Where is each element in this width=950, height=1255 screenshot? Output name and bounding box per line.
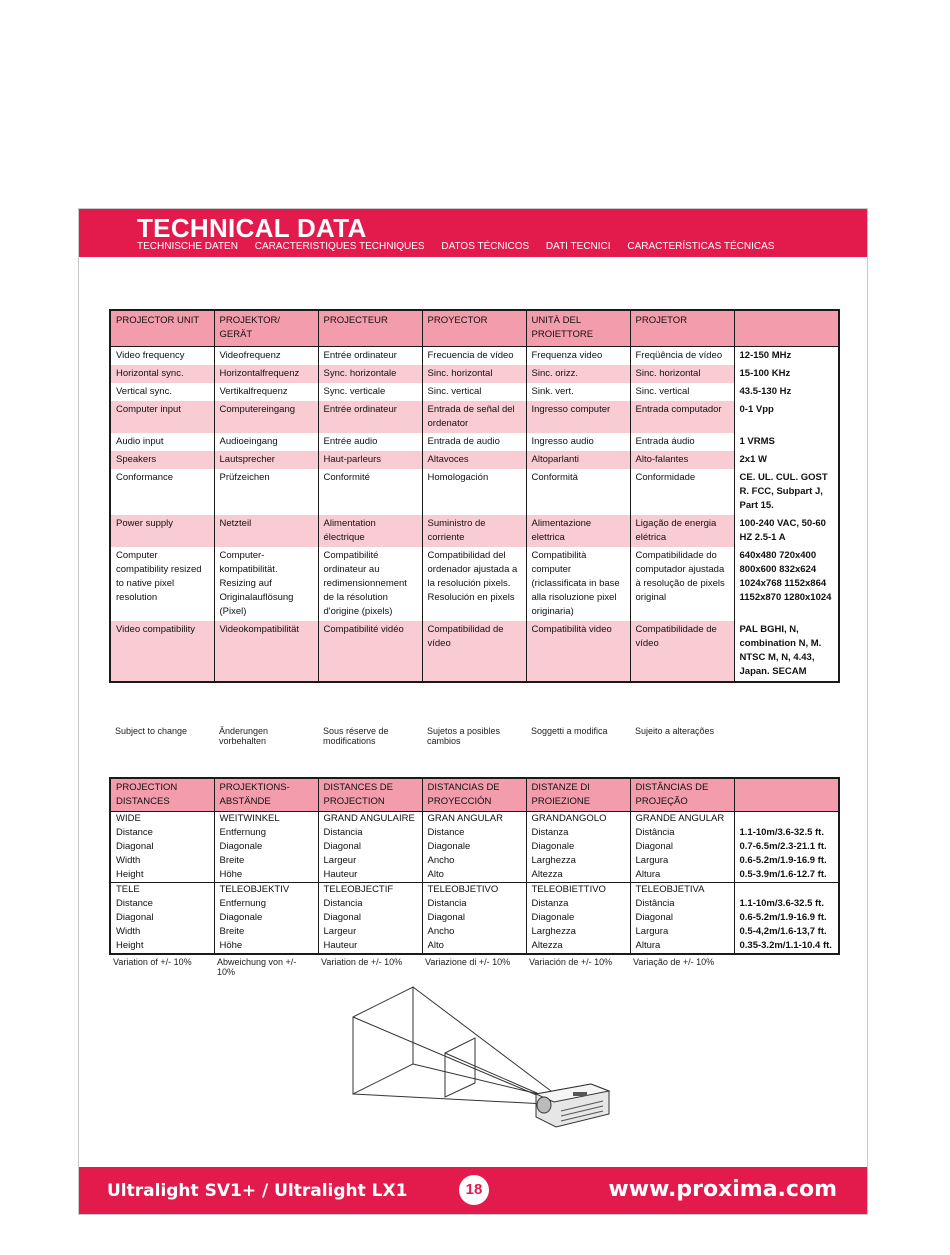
label-cell: Freqüência de vídeo — [630, 347, 734, 366]
note-text: Sujeito a alterações — [635, 726, 715, 736]
value-cell: PAL BGHI, N, combination N, M. NTSC M, N, 4.43, Japan. SECAM — [734, 621, 839, 682]
label-cell: Entrada computador — [630, 401, 734, 433]
note-text: Abweichung von +/- 10% — [217, 957, 297, 977]
label-cell: Altura — [630, 868, 734, 883]
table-row — [110, 621, 839, 682]
label-cell: Diagonal — [110, 840, 214, 854]
table-row — [110, 868, 839, 883]
label-cell: Distância — [630, 826, 734, 840]
screen-tele-outline — [445, 1038, 475, 1097]
document-page — [78, 208, 868, 1215]
label-cell: Power supply — [110, 515, 214, 547]
product-name: Ultralight SV1+ / Ultralight LX1 — [107, 1181, 408, 1201]
label-cell: Larghezza — [526, 925, 630, 939]
table-row — [110, 883, 839, 898]
label-cell: Altoparlanti — [526, 451, 630, 469]
subtitle-de: TECHNISCHE DATEN — [137, 241, 238, 252]
label-cell: Video compatibility — [110, 621, 214, 682]
label-cell: Ingresso audio — [526, 433, 630, 451]
value-cell: 1.1-10m/3.6-32.5 ft. — [734, 897, 839, 911]
page-number: 18 — [459, 1175, 489, 1205]
label-cell: Distanza — [526, 897, 630, 911]
value-cell: 0-1 Vpp — [734, 401, 839, 433]
note-text: Änderungen vorbehalten — [219, 726, 269, 746]
table-row — [110, 854, 839, 868]
label-cell: Sinc. vertical — [630, 383, 734, 401]
label-cell: Video frequency — [110, 347, 214, 366]
label-cell: Höhe — [214, 868, 318, 883]
header-band — [79, 209, 867, 257]
table-row — [110, 826, 839, 840]
footer-band — [79, 1167, 867, 1214]
distance-notes — [109, 957, 838, 977]
label-cell: Netzteil — [214, 515, 318, 547]
value-cell: 0.35-3.2m/1.1-10.4 ft. — [734, 939, 839, 954]
label-cell: Diagonal — [110, 911, 214, 925]
label-cell: Altura — [630, 939, 734, 954]
label-cell: Horizontalfrequenz — [214, 365, 318, 383]
label-cell: Entfernung — [214, 897, 318, 911]
label-cell: Entrée ordinateur — [318, 401, 422, 433]
table-row — [110, 401, 839, 433]
label-cell: Largura — [630, 925, 734, 939]
value-cell — [734, 883, 839, 898]
table-row — [110, 365, 839, 383]
page-title: TECHNICAL DATA — [137, 213, 367, 243]
label-cell: Alto — [422, 868, 526, 883]
spec-header-row — [110, 310, 839, 347]
label-cell: Altezza — [526, 868, 630, 883]
label-cell: Larghezza — [526, 854, 630, 868]
label-cell: Entrada de audio — [422, 433, 526, 451]
table-row — [110, 547, 839, 621]
spec-header-cell: PROJEKTOR/ GERÄT — [214, 310, 318, 347]
label-cell: Compatibilité vidéo — [318, 621, 422, 682]
label-cell: Breite — [214, 925, 318, 939]
table-row — [110, 939, 839, 954]
label-cell: Sinc. horizontal — [422, 365, 526, 383]
table-row — [110, 515, 839, 547]
label-cell: Width — [110, 854, 214, 868]
subtitle-row — [137, 241, 788, 252]
value-cell: 12-150 MHz — [734, 347, 839, 366]
label-cell: Ligação de energia elétrica — [630, 515, 734, 547]
label-cell: Alimentation électrique — [318, 515, 422, 547]
label-cell: Computer input — [110, 401, 214, 433]
note-text: Variazione di +/- 10% — [425, 957, 511, 967]
label-cell: Audio input — [110, 433, 214, 451]
label-cell: Diagonale — [422, 840, 526, 854]
label-cell: Prüfzeichen — [214, 469, 318, 515]
label-cell: Diagonal — [318, 911, 422, 925]
label-cell: Distancia — [318, 826, 422, 840]
label-cell: Diagonale — [526, 911, 630, 925]
note-text: Subject to change — [115, 726, 188, 736]
label-cell: Computereingang — [214, 401, 318, 433]
value-cell: 0.6-5.2m/1.9-16.9 ft. — [734, 911, 839, 925]
distance-header-cell — [734, 778, 839, 812]
label-cell: Hauteur — [318, 939, 422, 954]
label-cell: Entfernung — [214, 826, 318, 840]
label-cell: Hauteur — [318, 868, 422, 883]
label-cell: Alimentazione elettrica — [526, 515, 630, 547]
distance-header-cell: DISTANCIAS DE PROYECCIÓN — [422, 778, 526, 812]
table-row — [110, 469, 839, 515]
label-cell: Sink. vert. — [526, 383, 630, 401]
value-cell — [734, 812, 839, 827]
label-cell: GRAN ANGULAR — [422, 812, 526, 827]
table-row — [110, 840, 839, 854]
label-cell: Distance — [110, 826, 214, 840]
distance-table — [109, 777, 840, 955]
label-cell: Lautsprecher — [214, 451, 318, 469]
value-cell: 1 VRMS — [734, 433, 839, 451]
label-cell: Ancho — [422, 925, 526, 939]
label-cell: Sync. verticale — [318, 383, 422, 401]
label-cell: Diagonal — [318, 840, 422, 854]
label-cell: WEITWINKEL — [214, 812, 318, 827]
subtitle-es: DATOS TÉCNICOS — [441, 241, 530, 252]
value-cell: 0.5-3.9m/1.6-12.7 ft. — [734, 868, 839, 883]
label-cell: Sinc. vertical — [422, 383, 526, 401]
note-text: Variación de +/- 10% — [529, 957, 613, 967]
label-cell: Distancia — [318, 897, 422, 911]
subtitle-fr: CARACTERISTIQUES TECHNIQUES — [254, 241, 425, 252]
label-cell: Computer-kompatibilität. Resizing auf Originalauflösung (Pixel) — [214, 547, 318, 621]
distance-header-cell: PROJECTION DISTANCES — [110, 778, 214, 812]
note-text: Variation of +/- 10% — [113, 957, 192, 967]
spec-table — [109, 309, 840, 683]
label-cell: Distance — [110, 897, 214, 911]
label-cell: Compatibilità computer (riclassificata in base alla risoluzione pixel originaria) — [526, 547, 630, 621]
label-cell: Distance — [422, 826, 526, 840]
label-cell: Conformidade — [630, 469, 734, 515]
label-cell: Sync. horizontale — [318, 365, 422, 383]
label-cell: Homologación — [422, 469, 526, 515]
label-cell: Vertikalfrequenz — [214, 383, 318, 401]
distance-header-cell: PROJEKTIONS-ABSTÄNDE — [214, 778, 318, 812]
label-cell: TELEOBJEKTIV — [214, 883, 318, 898]
distance-header-cell: DISTANCES DE PROJECTION — [318, 778, 422, 812]
label-cell: Distancia — [422, 897, 526, 911]
spec-header-cell: PROJETOR — [630, 310, 734, 347]
label-cell: TELEOBJETIVO — [422, 883, 526, 898]
table-row — [110, 451, 839, 469]
value-cell: 2x1 W — [734, 451, 839, 469]
label-cell: Conformità — [526, 469, 630, 515]
value-cell: 15-100 KHz — [734, 365, 839, 383]
label-cell: Breite — [214, 854, 318, 868]
label-cell: Altavoces — [422, 451, 526, 469]
label-cell: Videofrequenz — [214, 347, 318, 366]
note-text: Sujetos a posibles cambios — [427, 726, 501, 746]
label-cell: Sinc. orizz. — [526, 365, 630, 383]
label-cell: Vertical sync. — [110, 383, 214, 401]
label-cell: Entrée ordinateur — [318, 347, 422, 366]
website-url: www.proxima.com — [608, 1177, 837, 1202]
label-cell: Compatibilité ordinateur au redimensionnement de la résolution d'origine (pixels) — [318, 547, 422, 621]
value-cell: CE. UL. CUL. GOST R. FCC, Subpart J, Part 15. — [734, 469, 839, 515]
value-cell: 43.5-130 Hz — [734, 383, 839, 401]
label-cell: Entrée audio — [318, 433, 422, 451]
subtitle-pt: CARACTERÍSTICAS TÉCNICAS — [627, 241, 775, 252]
table-row — [110, 897, 839, 911]
table-row — [110, 383, 839, 401]
note-text: Variação de +/- 10% — [633, 957, 715, 967]
label-cell: Alto-falantes — [630, 451, 734, 469]
table-row — [110, 925, 839, 939]
label-cell: Distância — [630, 897, 734, 911]
label-cell: Width — [110, 925, 214, 939]
label-cell: Diagonal — [630, 911, 734, 925]
label-cell: Höhe — [214, 939, 318, 954]
note-text: Sous réserve de modifications — [323, 726, 389, 746]
label-cell: Compatibilidad del ordenador ajustada a la resolución pixels. Resolución en pixels — [422, 547, 526, 621]
label-cell: Diagonal — [422, 911, 526, 925]
value-cell: 0.6-5.2m/1.9-16.9 ft. — [734, 854, 839, 868]
spec-header-cell: PROYECTOR — [422, 310, 526, 347]
projector-icon — [536, 1084, 609, 1127]
label-cell: Height — [110, 868, 214, 883]
projection-diagram — [341, 979, 701, 1159]
screen-wide-outline — [353, 987, 413, 1094]
label-cell: Entrada áudio — [630, 433, 734, 451]
label-cell: Conformité — [318, 469, 422, 515]
label-cell: Speakers — [110, 451, 214, 469]
label-cell: Ancho — [422, 854, 526, 868]
label-cell: Diagonale — [214, 911, 318, 925]
label-cell: Compatibilidade do computador ajustada à resolução de pixels original — [630, 547, 734, 621]
value-cell: 0.7-6.5m/2.3-21.1 ft. — [734, 840, 839, 854]
label-cell: Largeur — [318, 854, 422, 868]
label-cell: GRANDANGOLO — [526, 812, 630, 827]
label-cell: Suministro de corriente — [422, 515, 526, 547]
label-cell: Alto — [422, 939, 526, 954]
table-row — [110, 812, 839, 827]
label-cell: Frequenza video — [526, 347, 630, 366]
distance-header-cell: DISTANZE DI PROIEZIONE — [526, 778, 630, 812]
label-cell: WIDE — [110, 812, 214, 827]
label-cell: Altezza — [526, 939, 630, 954]
label-cell: Diagonale — [214, 840, 318, 854]
table-row — [110, 347, 839, 366]
spec-header-cell: UNITÀ DEL PROIETTORE — [526, 310, 630, 347]
label-cell: Ingresso computer — [526, 401, 630, 433]
distance-header-row — [110, 778, 839, 812]
label-cell: Compatibilità video — [526, 621, 630, 682]
table-row — [110, 911, 839, 925]
value-cell: 640x480 720x400 800x600 832x624 1024x768 1152x864 1152x870 1280x1024 — [734, 547, 839, 621]
label-cell: Entrada de señal del ordenator — [422, 401, 526, 433]
label-cell: Compatibilidad de vídeo — [422, 621, 526, 682]
spec-notes — [109, 726, 838, 746]
spec-header-cell: PROJECTEUR — [318, 310, 422, 347]
label-cell: Diagonal — [630, 840, 734, 854]
label-cell: Haut-parleurs — [318, 451, 422, 469]
note-text: Variation de +/- 10% — [321, 957, 403, 967]
label-cell: Computer compatibility resized to native pixel resolution — [110, 547, 214, 621]
value-cell: 1.1-10m/3.6-32.5 ft. — [734, 826, 839, 840]
distance-header-cell: DISTÂNCIAS DE PROJEÇÃO — [630, 778, 734, 812]
spec-header-cell — [734, 310, 839, 347]
label-cell: TELE — [110, 883, 214, 898]
value-cell: 0.5-4,2m/1.6-13,7 ft. — [734, 925, 839, 939]
spec-header-cell: PROJECTOR UNIT — [110, 310, 214, 347]
label-cell: Distanza — [526, 826, 630, 840]
label-cell: Frecuencia de vídeo — [422, 347, 526, 366]
table-row — [110, 433, 839, 451]
label-cell: Videokompatibilität — [214, 621, 318, 682]
label-cell: Largura — [630, 854, 734, 868]
label-cell: TELEOBJETIVA — [630, 883, 734, 898]
label-cell: GRANDE ANGULAR — [630, 812, 734, 827]
value-cell: 100-240 VAC, 50-60 HZ 2.5-1 A — [734, 515, 839, 547]
label-cell: Horizontal sync. — [110, 365, 214, 383]
note-text: Soggetti a modifica — [531, 726, 608, 736]
label-cell: Audioeingang — [214, 433, 318, 451]
label-cell: TELEOBJECTIF — [318, 883, 422, 898]
label-cell: GRAND ANGULAIRE — [318, 812, 422, 827]
label-cell: Compatibilidade de vídeo — [630, 621, 734, 682]
label-cell: TELEOBIETTIVO — [526, 883, 630, 898]
label-cell: Sinc. horizontal — [630, 365, 734, 383]
label-cell: Largeur — [318, 925, 422, 939]
label-cell: Height — [110, 939, 214, 954]
label-cell: Conformance — [110, 469, 214, 515]
label-cell: Diagonale — [526, 840, 630, 854]
subtitle-it: DATI TECNICI — [545, 241, 611, 252]
